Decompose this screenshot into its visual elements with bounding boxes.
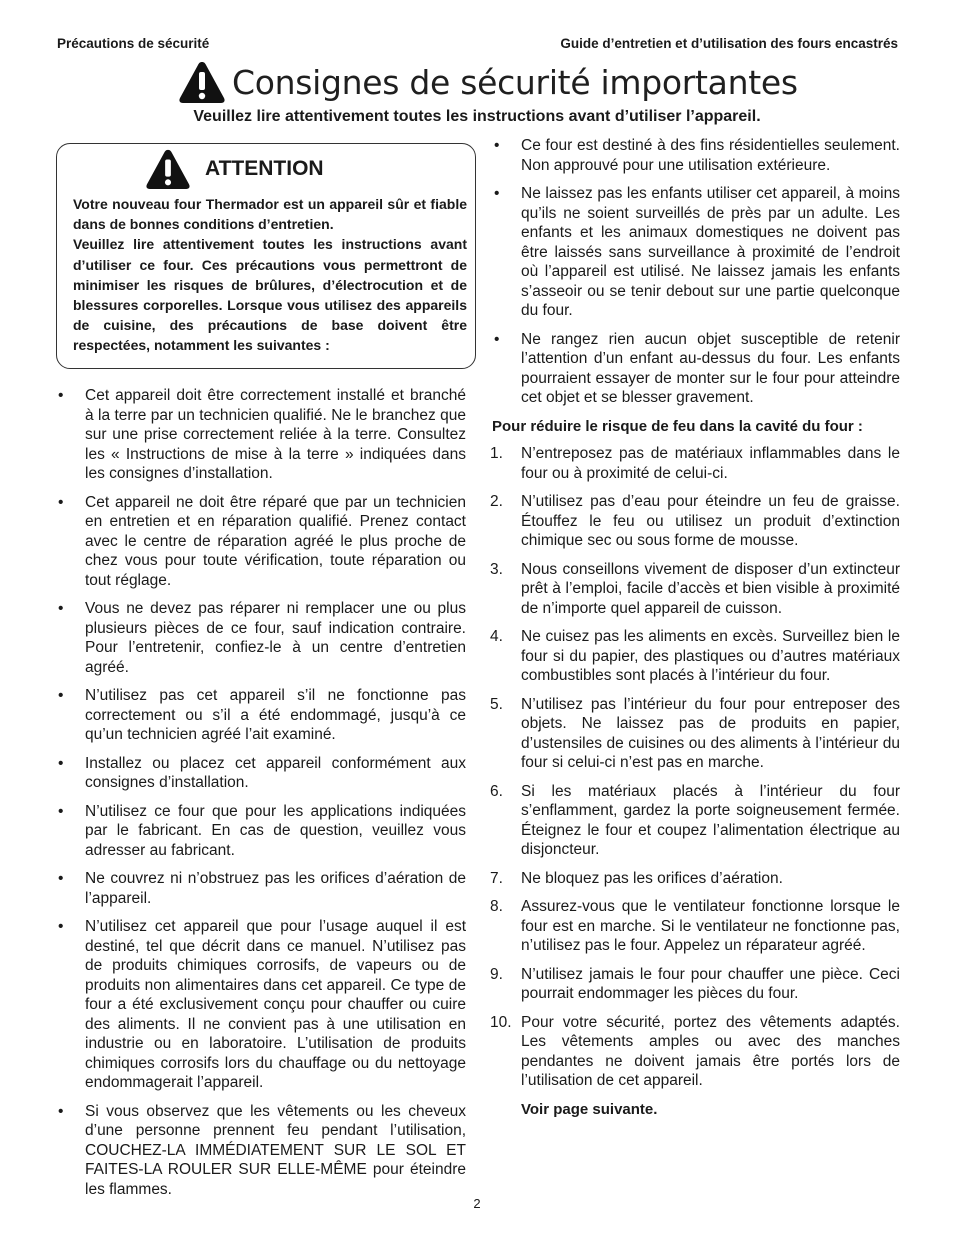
left-column: [54, 386, 466, 1208]
running-header-left: Précautions de sécurité: [57, 36, 210, 51]
list-item: • Installez ou placez cet appareil conformément aux consignes d’installation.: [58, 754, 466, 791]
right-column: [490, 136, 900, 1119]
list-item: • Cet appareil ne doit être réparé que par un technicien en entretien et en réparation qualifié. Prenez contact avec le centre de réparation agréé le plus proche de chez vous pour toute vérification, toute réparation ou tout réglage.: [58, 493, 466, 589]
attention-header: [145, 146, 467, 192]
numbered-item: 7. Ne bloquez pas les orifices d’aération.: [490, 869, 783, 887]
attention-text: [73, 194, 467, 356]
list-item: • Ne couvrez ni n’obstruez pas les orifices d’aération de l’appareil.: [58, 870, 466, 907]
numbered-item: 4. Ne cuisez pas les aliments en excès. Surveillez bien le four si du papier, des plastiques ou d’autres matériaux combustibles sont placés à l’intérieur du four.: [490, 628, 900, 684]
list-item: • N’utilisez cet appareil que pour l’usage auquel il est destiné, tel que décrit dans ce manuel. N’utilisez pas de produits chimiques corrosifs, de vapeurs ou de produits non alimentaires dans cet appareil. Ce type de four a été exclusivement conçu pour chauffer ou cuire des aliments. Il ne convient pas à une utilisation en industrie ou en laboratoire. L’utilisation de produits chimiques corrosifs lors du chauffage ou du nettoyage endommagerait l’appareil.: [58, 918, 466, 1091]
list-item: • N’utilisez pas cet appareil s’il ne fonctionne pas correctement ou s’il a été endommagé, jusqu’à ce qu’un technicien agréé l’ait examiné.: [58, 687, 466, 743]
numbered-item: 3. Nous conseillons vivement de disposer d’un extincteur prêt à l’emploi, facile d’accès et bien visible à proximité de n’importe quel appareil de cuisson.: [490, 560, 900, 617]
list-item: • Ne rangez rien aucun objet susceptible de retenir l’attention d’un enfant au-dessus du four. Les enfants pourraient essayer de monter sur le four pour atteindre cet objet et se blesser gravement.: [494, 330, 900, 406]
list-item: • N’utilisez ce four que pour les applications indiquées par le fabricant. En cas de question, veuillez vous adresser au fabricant.: [58, 802, 466, 859]
title-row: [178, 58, 798, 106]
page-title: Consignes de sécurité importantes: [232, 62, 798, 102]
numbered-item: 10. Pour votre sécurité, portez des vêtements adaptés. Les vêtements amples ou avec des manches pendantes ne doivent jamais être portés lors de l’utilisation de cet appareil.: [490, 1013, 900, 1089]
list-item: • Si vous observez que les vêtements ou les cheveux d’une personne prennent feu pendant l’utilisation, COUCHEZ-LA IMMÉDIATEMENT SUR LE SOL ET FAITES-LA ROULER SUR ELLE-MÊME pour éteindre les flammes.: [58, 1102, 466, 1198]
numbered-item: 6. Si les matériaux placés à l’intérieur du four s’enflamment, gardez la porte soigneusement fermée. Éteignez le four et coupez l’alimentation électrique au disjoncteur.: [490, 782, 900, 858]
attention-label: ATTENTION: [205, 157, 324, 180]
numbered-item: 9. N’utilisez jamais le four pour chauffer une pièce. Ceci pourrait endommager les pièces du four.: [490, 965, 900, 1002]
numbered-item: 1. N’entreposez pas de matériaux inflammables dans le four ou à proximité de celui-ci.: [490, 445, 900, 482]
running-header-right: Guide d’entretien et d’utilisation des fours encastrés: [560, 36, 898, 51]
warning-triangle-icon: [145, 148, 191, 190]
numbered-item: 5. N’utilisez pas l’intérieur du four pour entreposer des objets. Ne laissez pas de produits en papier, d’ustensiles de cuisines ou des aliments à l’intérieur du four si celui-ci n’est pas en marche.: [490, 695, 900, 771]
page-number: 2: [473, 1196, 481, 1211]
numbered-item: 2. N’utilisez pas d’eau pour éteindre un feu de graisse. Étouffez le feu ou utilisez un produit d’extinction chimique sec ou sous forme de mousse.: [490, 493, 900, 549]
attention-box: [56, 143, 476, 369]
subtitle: Veuillez lire attentivement toutes les instructions avant d’utiliser l’appareil.: [193, 108, 761, 125]
list-item: • Ce four est destiné à des fins résidentielles seulement. Non approuvé pour une utilisation extérieure.: [494, 137, 900, 174]
numbered-item: 8. Assurez-vous que le ventilateur fonctionne lorsque le four est en marche. Si le ventilateur ne fonctionne pas, n’utilisez pas le four. Appelez un réparateur agréé.: [490, 898, 900, 954]
list-item: • Ne laissez pas les enfants utiliser cet appareil, à moins qu’ils ne soient surveillés de près par un adulte. Les enfants et les animaux domestiques ne doivent pas être laissés sans surveillance à proximité de l’endroit où l’appareil est utilisé. Ne laissez jamais les enfants s’asseoir ou se tenir debout sur une partie quelconque du four.: [494, 185, 900, 319]
attention-paragraph: Veuillez lire attentivement toutes les instructions avant d’utiliser ce four. Ces précautions vous permettront de minimiser les risques de brûlures, d’électrocution et de blessures corporelles. Lorsque vous utilisez des appareils de cuisine, des précautions de base doivent être respectées, notamment les suivantes :: [73, 236, 467, 354]
list-item: • Vous ne devez pas réparer ni remplacer une ou plus plusieurs pièces de ce four, sauf indication contraire. Pour l’entretenir, confiez-le à un centre d’entretien agréé.: [58, 600, 466, 676]
see-next-page: Voir page suivante.: [521, 1100, 658, 1118]
warning-triangle-icon: [178, 60, 226, 104]
list-item: • Cet appareil doit être correctement installé et branché à la terre par un technicien qualifié. Ne le branchez que sur une prise correctement reliée à la terre. Consultez les « Instructions de mise à la terre » indiquées dans les consignes d’installation.: [58, 387, 466, 482]
section-title: Pour réduire le risque de feu dans la cavité du four :: [492, 417, 863, 435]
attention-paragraph: Votre nouveau four Thermador est un appareil sûr et fiable dans de bonnes conditions d’entretien.: [73, 196, 467, 233]
